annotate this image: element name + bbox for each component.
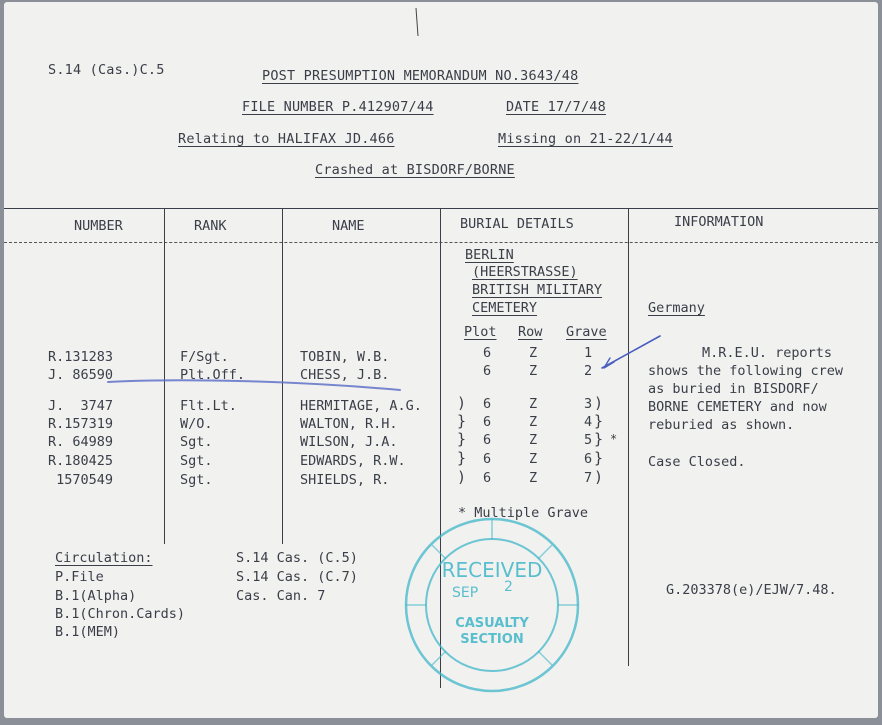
- crew-name: SHIELDS, R.: [300, 472, 390, 488]
- row: Z: [529, 432, 538, 448]
- burial-place-line-3: BRITISH MILITARY: [472, 282, 603, 298]
- burial-place-line-4: CEMETERY: [472, 300, 538, 316]
- info-line-5: reburied as shown.: [648, 417, 795, 433]
- row: Z: [529, 470, 538, 486]
- info-country: Germany: [648, 300, 705, 316]
- stamp-line-5: SECTION: [460, 632, 524, 647]
- bracket-left: ): [457, 468, 467, 486]
- grave: 5: [584, 432, 593, 448]
- plot: 6: [483, 432, 492, 448]
- row: Z: [529, 451, 538, 467]
- crew-name: WALTON, R.H.: [300, 416, 398, 432]
- plot: 6: [483, 396, 492, 412]
- service-number: R. 64989: [48, 434, 114, 450]
- service-number: R.131283: [48, 349, 114, 365]
- bracket-left: }: [457, 430, 467, 448]
- circulation-item: S.14 Cas. (C.7): [236, 569, 358, 585]
- plot: 6: [483, 414, 492, 430]
- rank: W/O.: [180, 416, 213, 432]
- plot: 6: [483, 470, 492, 486]
- crew-name: WILSON, J.A.: [300, 434, 398, 450]
- header-information: INFORMATION: [674, 214, 764, 230]
- memo-date: DATE 17/7/48: [506, 99, 606, 115]
- crew-name: EDWARDS, R.W.: [300, 453, 406, 469]
- service-number: 1570549: [48, 472, 114, 488]
- stamp-line-1: RECEIVED: [441, 558, 543, 582]
- header-burial: BURIAL DETAILS: [460, 216, 574, 232]
- bracket-right: }: [594, 449, 604, 467]
- case-closed: Case Closed.: [648, 454, 746, 470]
- grave: 7: [584, 470, 593, 486]
- multiple-grave-marker: *: [610, 432, 618, 446]
- burial-place-line-2: (HEERSTRASSE): [472, 264, 578, 280]
- circulation-item: Cas. Can. 7: [236, 588, 326, 604]
- rank: Sgt.: [180, 434, 213, 450]
- circulation-item: B.1(MEM): [55, 624, 121, 640]
- received-stamp: [392, 515, 592, 695]
- bracket-left: }: [457, 449, 467, 467]
- service-number: J. 86590: [48, 367, 114, 383]
- row: Z: [529, 414, 538, 430]
- missing-date: Missing on 21-22/1/44: [498, 131, 673, 147]
- crash-location: Crashed at BISDORF/BORNE: [315, 162, 515, 178]
- service-number: R.180425: [48, 453, 114, 469]
- info-line-2: shows the following crew: [648, 363, 844, 379]
- info-line-4: BORNE CEMETERY and now: [648, 399, 827, 415]
- header-rank: RANK: [194, 218, 227, 234]
- multiple-grave-note: * Multiple Grave: [458, 505, 589, 521]
- grave: 2: [584, 363, 593, 379]
- stamp-line-3: 2: [504, 579, 513, 595]
- file-number: FILE NUMBER P.412907/44: [242, 99, 434, 115]
- row: Z: [529, 396, 538, 412]
- memo-title: POST PRESUMPTION MEMORANDUM NO.3643/48: [262, 68, 579, 84]
- row: Z: [529, 363, 538, 379]
- bracket-right: }: [594, 412, 604, 430]
- service-number: J. 3747: [48, 398, 114, 414]
- burial-place-line-1: BERLIN: [465, 247, 514, 263]
- info-line-1: M.R.E.U. reports: [702, 345, 833, 361]
- rank: Flt.Lt.: [180, 398, 237, 414]
- aircraft-reference: Relating to HALIFAX JD.466: [178, 131, 395, 147]
- row: Z: [529, 345, 538, 361]
- bracket-right: ): [594, 468, 604, 486]
- burial-col-row: Row: [518, 324, 543, 340]
- crew-name: CHESS, J.B.: [300, 367, 390, 383]
- plot: 6: [483, 345, 492, 361]
- reference-code: S.14 (Cas.)C.5: [48, 62, 165, 78]
- stamp-line-4: CASUALTY: [455, 616, 529, 631]
- service-number: R.157319: [48, 416, 114, 432]
- rank: Sgt.: [180, 453, 213, 469]
- rank: Plt.Off.: [180, 367, 246, 383]
- circulation-item: B.1(Chron.Cards): [55, 606, 186, 622]
- grave: 6: [584, 451, 593, 467]
- rank: F/Sgt.: [180, 349, 229, 365]
- burial-col-grave: Grave: [566, 324, 607, 340]
- footer-reference: G.203378(e)/EJW/7.48.: [666, 582, 837, 598]
- stamp-line-2: SEP: [452, 585, 479, 601]
- info-line-3: as buried in BISDORF/: [648, 381, 819, 397]
- crew-name: TOBIN, W.B.: [300, 349, 390, 365]
- burial-col-plot: Plot: [464, 324, 497, 340]
- rank: Sgt.: [180, 472, 213, 488]
- bracket-right: }: [594, 430, 604, 448]
- plot: 6: [483, 363, 492, 379]
- header-name: NAME: [332, 218, 365, 234]
- grave: 4: [584, 414, 593, 430]
- bracket-left: ): [457, 394, 467, 412]
- bracket-right: ): [594, 394, 604, 412]
- circulation-title: Circulation:: [55, 550, 153, 566]
- circulation-item: P.File: [55, 569, 104, 585]
- header-number: NUMBER: [74, 218, 123, 234]
- circulation-item: B.1(Alpha): [55, 588, 137, 604]
- grave: 1: [584, 345, 593, 361]
- plot: 6: [483, 451, 492, 467]
- circulation-item: S.14 Cas. (C.5): [236, 550, 358, 566]
- crew-name: HERMITAGE, A.G.: [300, 398, 422, 414]
- bracket-left: }: [457, 412, 467, 430]
- grave: 3: [584, 396, 593, 412]
